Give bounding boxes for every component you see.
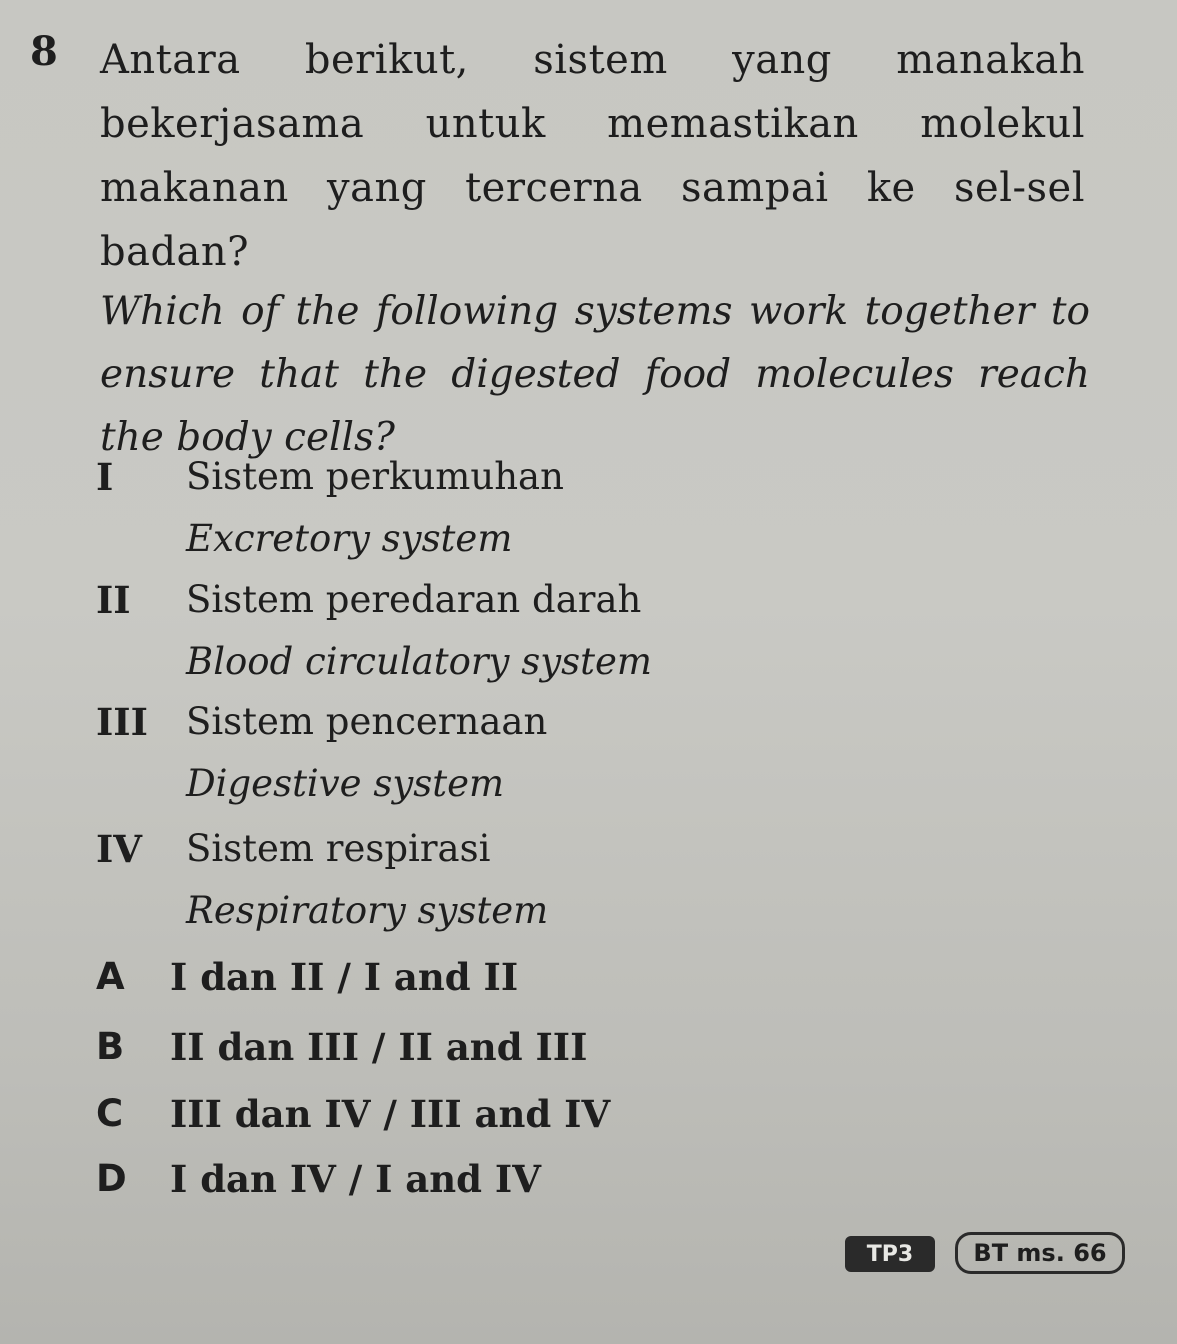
option-malay: Sistem perkumuhan — [186, 455, 564, 498]
question-text-english: Which of the following systems work together to ensure that the digested food molecules reach the body cells? — [100, 289, 1090, 460]
question-number: 8 — [30, 28, 58, 75]
option-malay: Sistem respirasi — [186, 827, 491, 870]
option-english: Blood circulatory system — [186, 640, 652, 683]
answer-letter: D — [96, 1157, 127, 1200]
answer-text: I dan IV / I and IV — [170, 1157, 541, 1201]
option-english: Digestive system — [186, 762, 505, 805]
option-roman: I — [96, 455, 114, 499]
answer-letter: C — [96, 1092, 124, 1135]
option-roman: II — [96, 578, 131, 622]
option-roman: IV — [96, 827, 143, 871]
option-english: Respiratory system — [186, 889, 549, 932]
option-malay: Sistem peredaran darah — [186, 578, 642, 621]
answer-letter: B — [96, 1025, 125, 1068]
option-malay: Sistem pencernaan — [186, 700, 548, 743]
textbook-reference-badge: BT ms. 66 — [955, 1232, 1125, 1274]
option-english: Excretory system — [186, 517, 513, 560]
answer-letter: A — [96, 955, 125, 998]
answer-text: III dan IV / III and IV — [170, 1092, 611, 1136]
level-tag-badge: TP3 — [845, 1236, 935, 1272]
answer-text: I dan II / I and II — [170, 955, 519, 999]
option-roman: III — [96, 700, 148, 744]
question-text-malay: Antara berikut, sistem yang manakah bekerjasama untuk memastikan molekul makanan yang tercerna sampai ke sel-sel badan? — [100, 37, 1085, 275]
answer-text: II dan III / II and III — [170, 1025, 588, 1069]
